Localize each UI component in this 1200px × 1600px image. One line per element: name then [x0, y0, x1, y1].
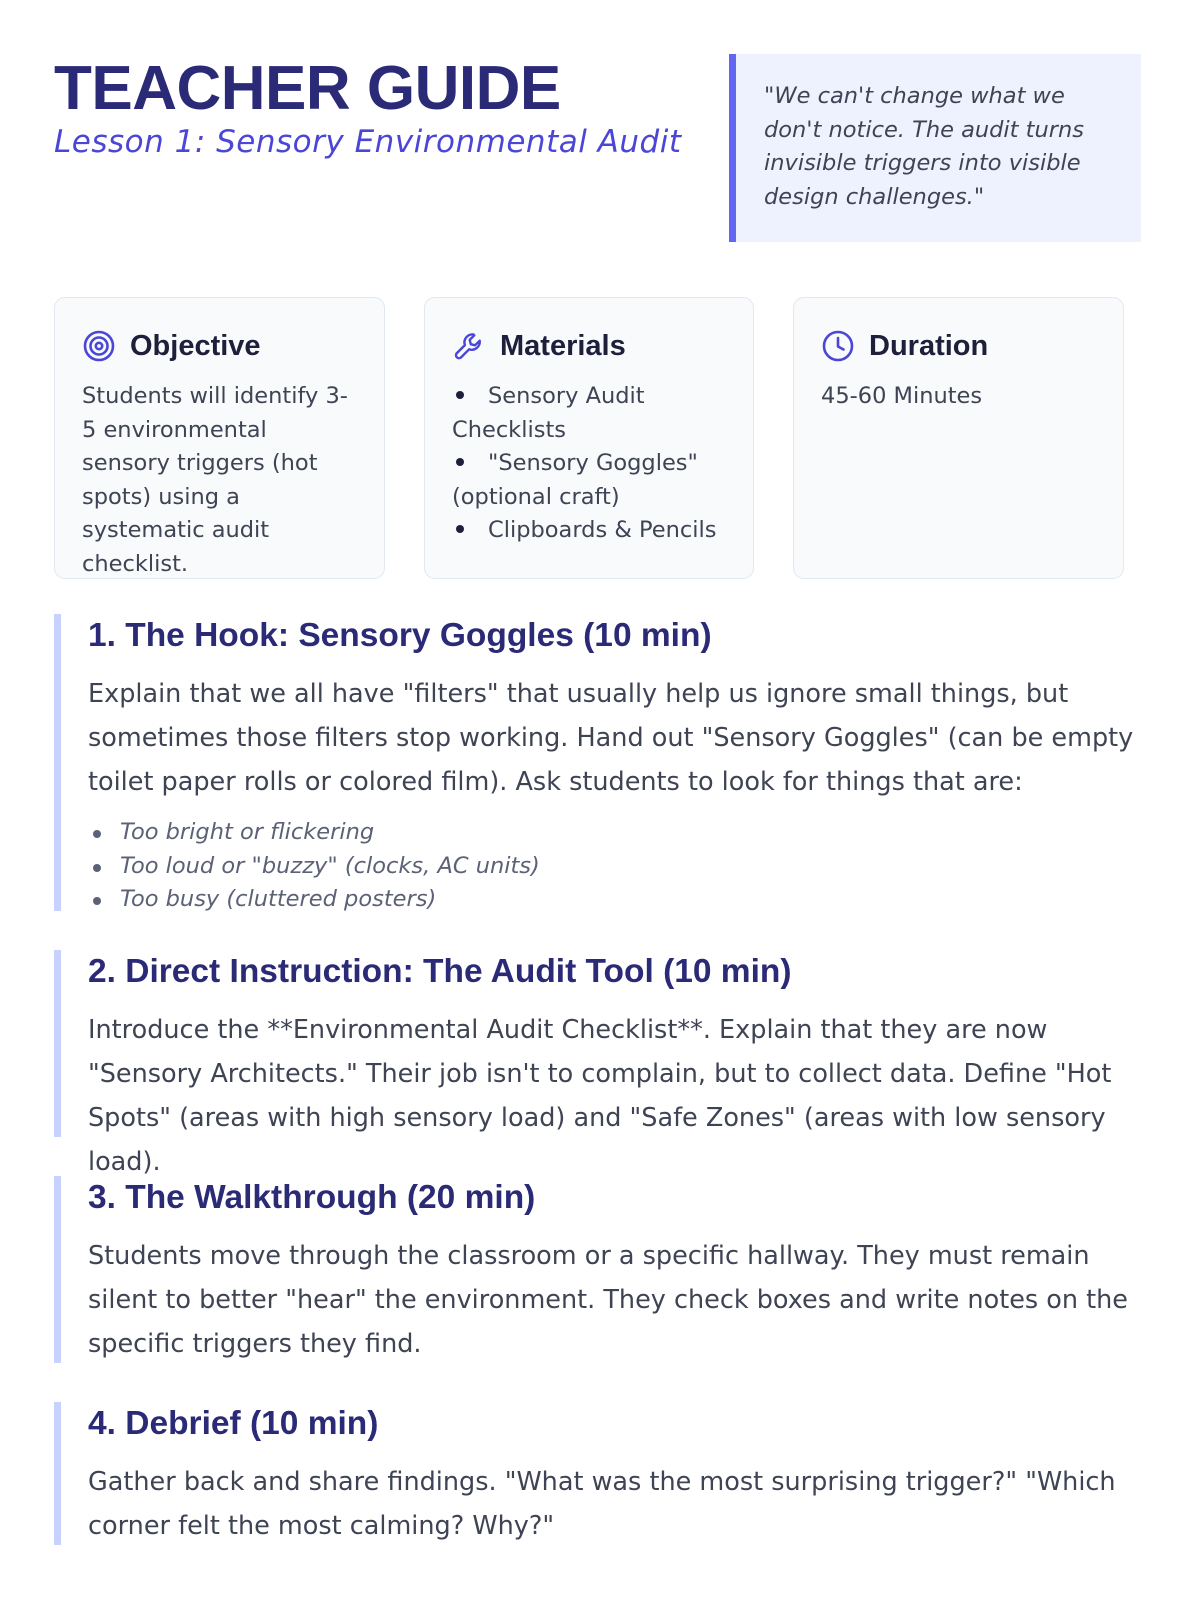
target-icon: [82, 329, 116, 363]
list-item: Too bright or flickering: [88, 816, 1160, 850]
objective-text: Students will identify 3-5 environmental sensory triggers (hot spots) using a systematic audit checklist.: [82, 383, 348, 577]
section-text: Students move through the classroom or a specific hallway. They must remain silent to better "hear" the environment. They check boxes and write notes on the specific triggers they find.: [88, 1241, 1128, 1359]
info-cards: [54, 297, 1160, 579]
duration-card: [793, 297, 1124, 579]
section-text: Explain that we all have "filters" that usually help us ignore small things, but sometimes those filters stop working. Hand out "Sensory Goggles" (can be empty toilet paper rolls or colored film). Ask students to look for things that are:: [88, 679, 1134, 797]
materials-list-wrap: [452, 380, 726, 548]
materials-title: Materials: [500, 329, 626, 362]
materials-list: [452, 380, 726, 548]
duration-title: Duration: [869, 329, 989, 362]
section-debrief: [54, 1402, 1160, 1545]
wrench-icon: [452, 329, 486, 363]
quote-callout: [729, 54, 1141, 242]
materials-card: [424, 297, 754, 579]
duration-text: 45-60 Minutes: [821, 383, 983, 409]
list-item: Too busy (cluttered posters): [88, 883, 1160, 917]
section-direct-instruction: [54, 950, 1160, 1177]
section-text: Introduce the **Environmental Audit Checklist**. Explain that they are now "Sensory Architects." Their job isn't to complain, but to collect data. Define "Hot Spots" (areas with high sensory load) and "Safe Zones" (areas with low sensory load).: [88, 1015, 1112, 1177]
section-text: Gather back and share findings. "What was the most surprising trigger?" "Which corner felt the most calming? Why?": [88, 1467, 1116, 1541]
duration-card-header: [821, 326, 1096, 366]
hook-list: [88, 816, 1160, 917]
materials-card-header: [452, 326, 726, 366]
section-title: 2. Direct Instruction: The Audit Tool (10 min): [88, 953, 792, 990]
materials-item: Clipboards & Pencils: [452, 514, 726, 548]
page-header: [54, 54, 1160, 244]
materials-item: "Sensory Goggles" (optional craft): [452, 447, 726, 514]
materials-item: Sensory Audit Checklists: [452, 380, 726, 447]
section-title: 3. The Walkthrough (20 min): [88, 1179, 536, 1216]
section-walkthrough: [54, 1176, 1160, 1363]
section-title: 1. The Hook: Sensory Goggles (10 min): [88, 617, 712, 654]
section-hook: [54, 614, 1160, 911]
objective-card: [54, 297, 385, 579]
quote-text: "We can't change what we don't notice. The audit turns invisible triggers into visible design challenges.": [764, 83, 1084, 210]
page-title: TEACHER GUIDE: [54, 54, 561, 123]
list-item: Too loud or "buzzy" (clocks, AC units): [88, 850, 1160, 884]
objective-title: Objective: [130, 329, 261, 362]
section-title: 4. Debrief (10 min): [88, 1405, 379, 1442]
objective-card-header: [82, 326, 357, 366]
clock-icon: [821, 329, 855, 363]
lesson-subtitle: Lesson 1: Sensory Environmental Audit: [54, 124, 682, 160]
title-block: [54, 54, 694, 162]
